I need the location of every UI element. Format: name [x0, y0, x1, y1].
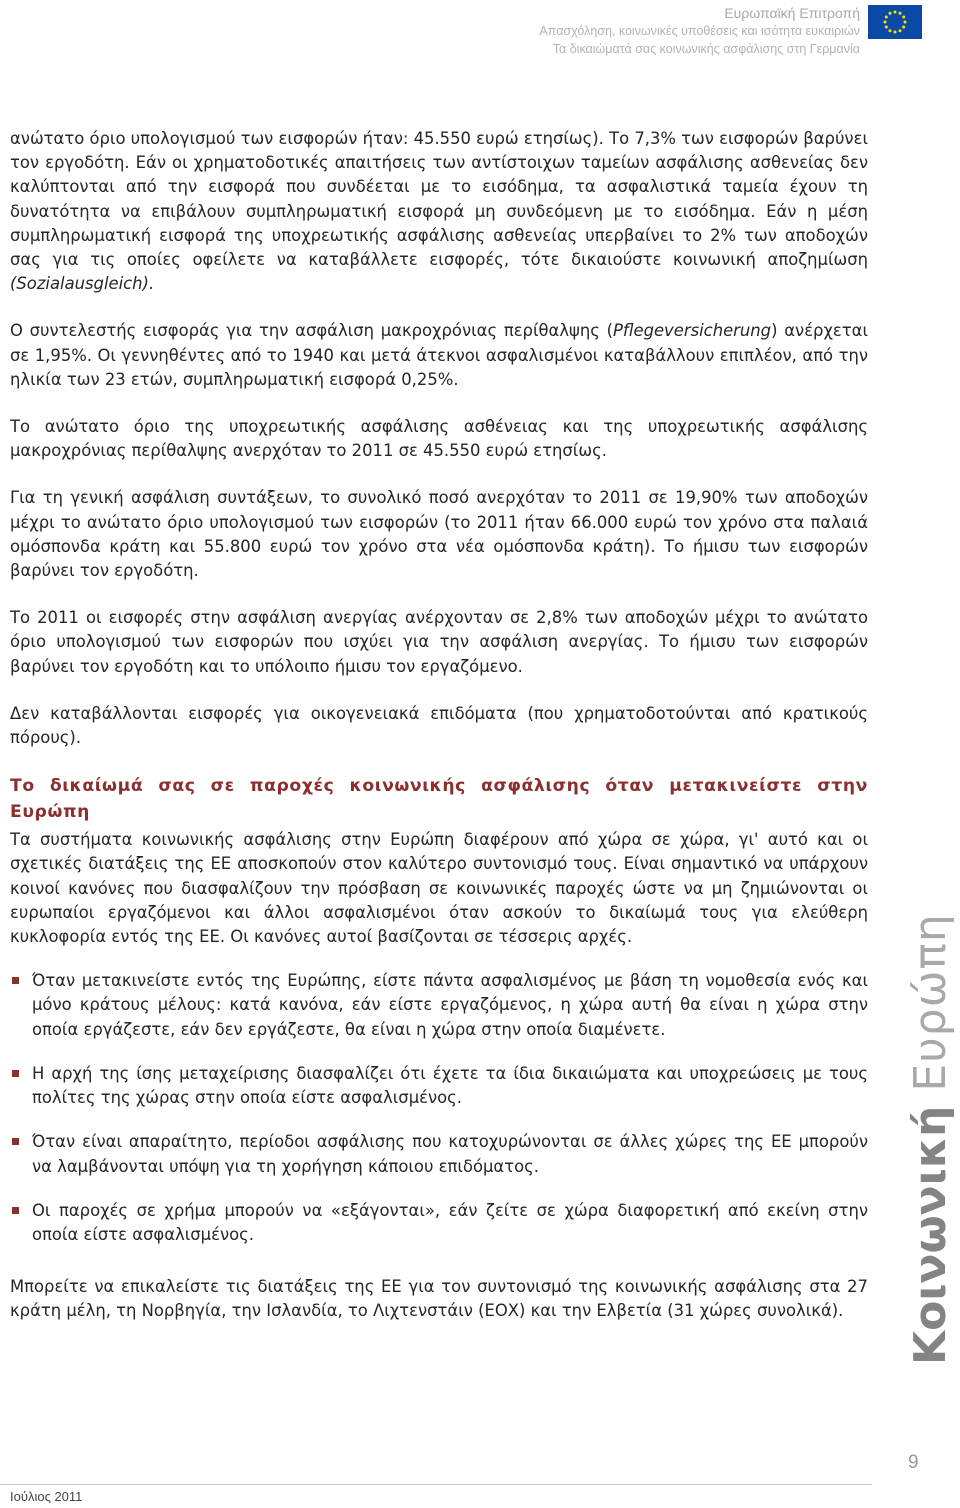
list-item-text: Η αρχή της ίσης μεταχείρισης διασφαλίζει ότι έχετε τα ίδια δικαιώματα και υποχρεώσεις με τους πολίτες της χώρας στην οποία είστε ασφαλισμένος. [32, 1063, 868, 1108]
german-term: Pflegeversicherung [613, 321, 772, 341]
paragraph-pension: Για τη γενική ασφάλιση συντάξεων, το συνολικό ποσό ανερχόταν το 2011 σε 19,90% των αποδοχών μέχρι το ανώτατο όριο υπολογισμού των εισφορών (το 2011 ήταν 66.000 ευρώ τον χρόνο στα παλαιά ομόσπονδα κράτη και 55.800 ευρώ τον χρόνο στα νέα ομόσπονδα κράτη). Το ήμισυ των εισφορών βαρύνει τον εργοδότη. [10, 488, 868, 581]
german-term: (Sozialausgleich). [10, 274, 155, 294]
section-heading: Το δικαίωμά σας σε παροχές κοινωνικής ασφάλισης όταν μετακινείστε στην Ευρώπη [10, 776, 868, 823]
list-item [10, 1130, 868, 1178]
list-item [10, 1199, 868, 1247]
paragraph-ceiling: Το ανώτατο όριο της υποχρεωτικής ασφάλισης ασθένειας και της υποχρεωτικής ασφάλισης μακροχρόνιας περίθαλψης ανερχόταν το 2011 σε 45.550 ευρώ ετησίως. [10, 417, 868, 461]
square-bullet-icon [12, 1207, 19, 1214]
header-directorate: Απασχόληση, κοινωνικές υποθέσεις και ισότητα ευκαιριών [539, 24, 860, 38]
list-item [10, 1062, 868, 1110]
list-item-text: Οι παροχές σε χρήμα μπορούν να «εξάγονται», εάν ζείτε σε χώρα διαφορετική από εκείνη στην οποία είστε ασφαλισμένος. [32, 1200, 868, 1244]
paragraph-long-term-care [10, 319, 868, 392]
paragraph-coordination: Τα συστήματα κοινωνικής ασφάλισης στην Ευρώπη διαφέρουν από χώρα σε χώρα, γι' αυτό και οι σχετικές διατάξεις της ΕΕ αποσκοπούν στον καλύτερο συντονισμό τους. Είναι σημαντικό να υπάρχουν κοινοί κανόνες που διασφαλίζουν την πρόσβαση σε κοινωνικές παροχές ώστε να μη ζημιώνονται οι ευρωπαίοι εργαζόμενοι και άλλοι ασφαλισμένοι όταν ασκούν το δικαίωμά τους για ελεύθερη κυκλοφορία εντός της ΕΕ. Οι κανόνες αυτοί βασίζονται σε τέσσερις αρχές. [10, 830, 868, 947]
header-text [539, 4, 860, 58]
eu-flag-icon [868, 5, 922, 39]
logo-word-europe: Ευρώπη [905, 913, 956, 1092]
main-content [10, 127, 868, 1324]
paragraph-text: ) ανέρχεται σε 1,95%. Οι γεννηθέντες από το 1940 και μετά άτεκνοι ασφαλισμένοι καταβάλλουν επιπλέον, από την ηλικία των 23 ετών, συμπληρωματική εισφορά 0,25%. [10, 321, 869, 389]
square-bullet-icon [12, 1138, 19, 1145]
header-document-title: Τα δικαιώματά σας κοινωνικής ασφάλισης στη Γερμανία [552, 42, 860, 56]
square-bullet-icon [12, 1070, 19, 1077]
square-bullet-icon [12, 977, 19, 984]
paragraph-eu-rules: Μπορείτε να επικαλείστε τις διατάξεις της ΕΕ για τον συντονισμό της κοινωνικής ασφάλισης στα 27 κράτη μέλη, τη Νορβηγία, την Ισλανδία, το Λιχτενστάιν (ΕΟΧ) και την Ελβετία (31 χώρες συνολικά). [10, 1277, 868, 1321]
paragraph-health-contributions [10, 127, 868, 296]
paragraph-family-benefits: Δεν καταβάλλονται εισφορές για οικογενειακά επιδόματα (που χρηματοδοτούνται από κρατικούς πόρους). [10, 703, 868, 748]
footer-date: Ιούλιος 2011 [10, 1489, 83, 1504]
footer-divider [0, 1484, 872, 1485]
header-organization: Ευρωπαϊκή Επιτροπή [724, 5, 860, 21]
social-europe-logo [905, 913, 956, 1365]
list-item [10, 969, 868, 1042]
logo-word-social: Κοινωνική [905, 1105, 956, 1365]
list-item-text: Όταν μετακινείστε εντός της Ευρώπης, είστε πάντα ασφαλισμένος με βάση τη νομοθεσία ενός και μόνο κράτους μέλους: κατά κανόνα, εάν είστε εργαζόμενος, η χώρα αυτή θα είναι η χώρα στην οποία εργάζεστε, εάν δεν εργάζεστε, θα είναι η χώρα στην οποία διαμένετε. [32, 971, 868, 1039]
principles-list [10, 969, 868, 1247]
page-header [0, 0, 960, 70]
page-number: 9 [908, 1452, 919, 1473]
paragraph-text: Ο συντελεστής εισφοράς για την ασφάλιση μακροχρόνιας περίθαλψης ( [10, 321, 614, 341]
paragraph-unemployment: Το 2011 οι εισφορές στην ασφάλιση ανεργίας ανέρχονταν σε 2,8% των αποδοχών μέχρι το ανώτατο όριο υπολογισμού των εισφορών που ισχύει για την ασφάλιση ανεργίας. Το ήμισυ των εισφορών βαρύνει τον εργοδότη και το υπόλοιπο ήμισυ τον εργαζόμενο. [10, 608, 868, 676]
paragraph-text: ανώτατο όριο υπολογισμού των εισφορών ήταν: 45.550 ευρώ ετησίως). Το 7,3% των εισφορών βαρύνει τον εργοδότη. Εάν οι χρηματοδοτικές απαιτήσεις των αντίστοιχων ταμείων ασφάλισης ασθενείας δεν καλύπτονται από την εισφορά που συνδέεται με το εισόδημα, τα ασφαλιστικά ταμεία έχουν τη δυνατότητα να επιβάλουν συμπληρωματική εισφορά μη συνδεόμενη με το εισόδημα. Εάν η μέση συμπληρωματική εισφορά της υποχρεωτικής ασφάλισης ασθενείας υπερβαίνει το 2% των αποδοχών σας για τις οποίες οφείλετε να καταβάλλετε εισφορές, τότε δικαιούστε κοινωνική αποζημίωση [10, 129, 868, 270]
list-item-text: Όταν είναι απαραίτητο, περίοδοι ασφάλισης που κατοχυρώνονται σε άλλες χώρες της ΕΕ μπορούν να λαμβάνονται υπόψη για τη χορήγηση κάποιου επιδόματος. [32, 1132, 868, 1176]
